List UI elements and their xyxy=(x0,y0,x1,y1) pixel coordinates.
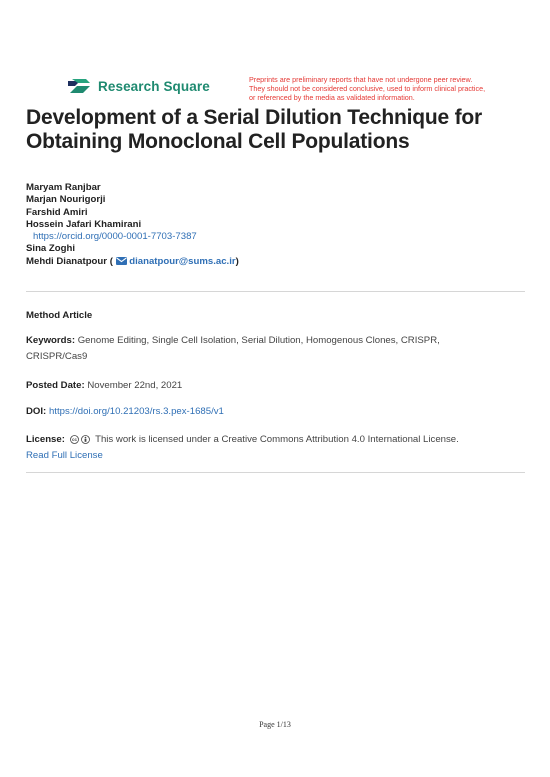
keywords-label: Keywords: xyxy=(26,335,76,346)
research-square-logo-icon xyxy=(66,77,92,95)
doi-link[interactable]: https://doi.org/10.21203/rs.3.pex-1685/v1 xyxy=(48,406,224,417)
keywords-value-cont: CRISPR/Cas9 xyxy=(26,351,88,362)
disclaimer-line: or referenced by the media as validated information. xyxy=(249,93,415,102)
article-type: Method Article xyxy=(26,310,93,321)
keywords xyxy=(26,333,516,365)
disclaimer-line: They should not be considered conclusive, used to inform clinical practice, xyxy=(249,84,486,93)
article-title: Development of a Serial Dilution Technique for Obtaining Monoclonal Cell Populations xyxy=(26,106,482,153)
keywords-value: Genome Editing, Single Cell Isolation, Serial Dilution, Homogenous Clones, CRISPR, xyxy=(77,335,440,346)
license-text: This work is licensed under a Creative Commons Attribution 4.0 International License. xyxy=(95,434,459,445)
license-label: License: xyxy=(26,434,65,445)
doi xyxy=(26,404,516,420)
svg-text:cc: cc xyxy=(71,437,77,443)
author-name[interactable]: Mehdi Dianatpour xyxy=(26,255,108,267)
corresponding-author xyxy=(26,256,239,268)
doi-label: DOI: xyxy=(26,406,47,417)
creative-commons-icon xyxy=(70,435,79,444)
brand-name: Research Square xyxy=(98,78,210,94)
author-name[interactable]: Maryam Ranjbar xyxy=(26,182,101,193)
divider xyxy=(26,291,525,292)
email-paren-close: ) xyxy=(235,255,239,267)
orcid-link[interactable]: https://orcid.org/0000-0001-7703-7387 xyxy=(33,231,197,243)
posted-date-value: November 22nd, 2021 xyxy=(87,380,183,391)
disclaimer-line: Preprints are preliminary reports that have not undergone peer review. xyxy=(249,75,473,84)
envelope-icon xyxy=(116,257,127,265)
posted-date xyxy=(26,378,516,394)
read-full-license-link[interactable]: Read Full License xyxy=(26,450,103,461)
research-square-logo xyxy=(66,77,210,95)
author-name[interactable]: Sina Zoghi xyxy=(26,243,76,255)
author-name[interactable]: Hossein Jafari Khamirani xyxy=(26,218,142,230)
page-number: Page 1/13 xyxy=(259,720,291,729)
posted-date-label: Posted Date: xyxy=(26,380,85,391)
divider xyxy=(26,472,525,473)
author-email-link[interactable]: dianatpour@sums.ac.ir xyxy=(129,255,236,267)
preprint-disclaimer xyxy=(249,75,509,102)
author-list xyxy=(26,182,239,268)
author-name[interactable]: Marjan Nourigorji xyxy=(26,194,106,206)
attribution-icon xyxy=(81,435,90,444)
email-paren-open: ( xyxy=(109,255,113,267)
author-name[interactable]: Farshid Amiri xyxy=(26,206,88,218)
license xyxy=(26,432,516,464)
